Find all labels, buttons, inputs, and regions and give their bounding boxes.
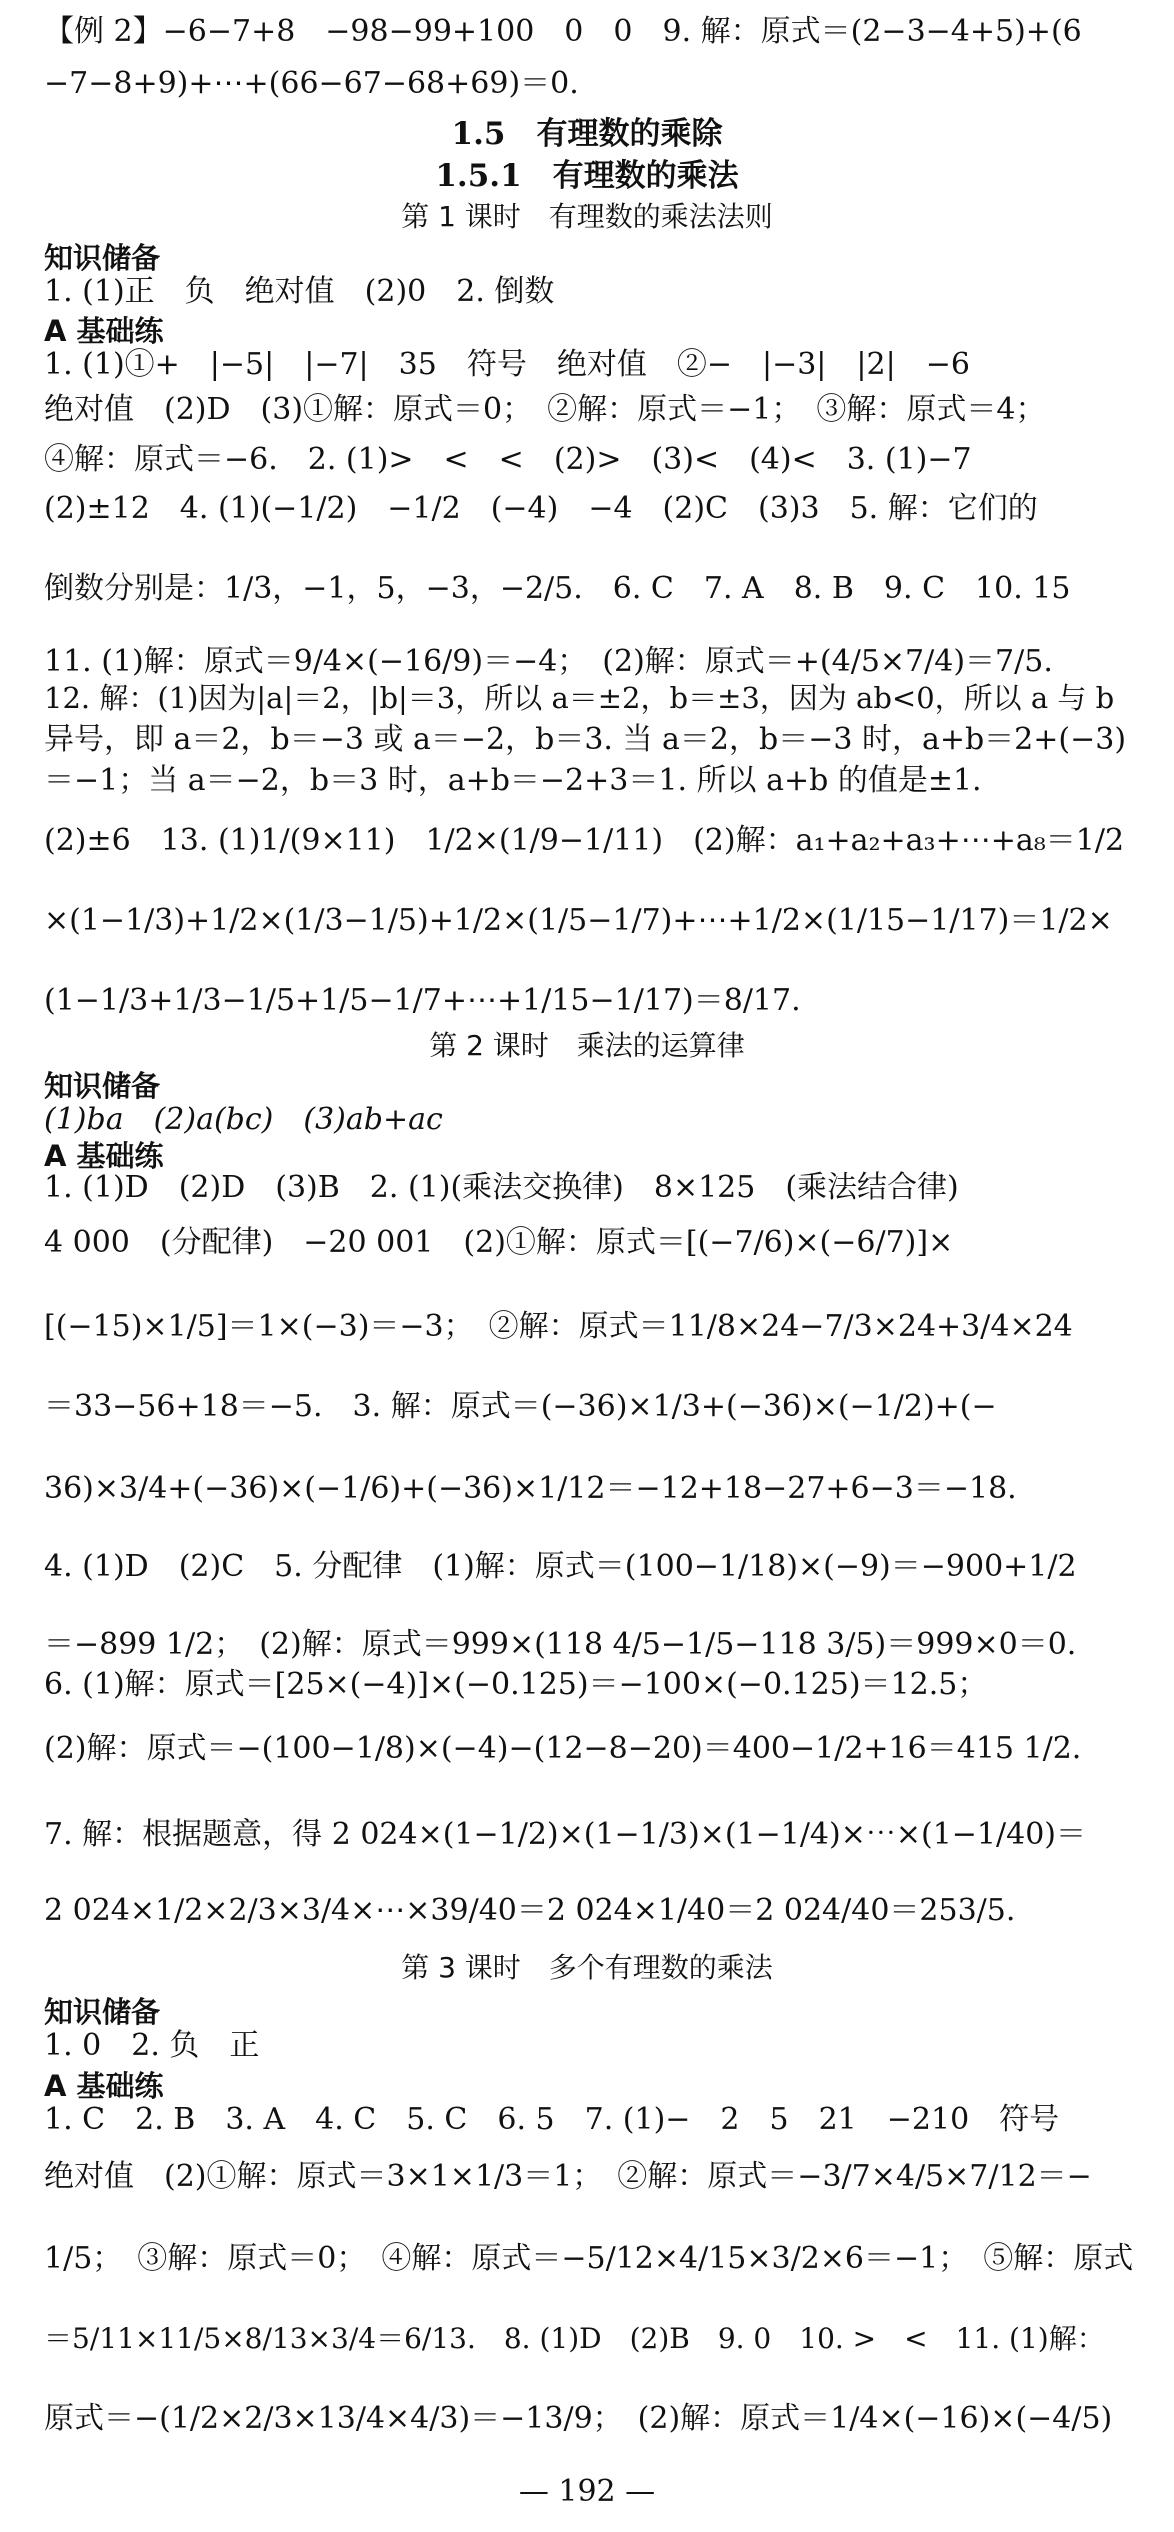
answer-line: 1. (1)正 负 绝对值 (2)0 2. 倒数 (44, 274, 555, 309)
page-number: — 192 — (518, 2474, 656, 2509)
answer-line: 11. (1)解：原式＝9/4×(−16/9)＝−4； (2)解：原式＝+(4/5×7/4)＝7/5. (44, 644, 1053, 679)
answer-line: 1. (1)D (2)D (3)B 2. (1)(乘法交换律) 8×125 (乘法结合律) (44, 1170, 959, 1205)
section-heading-1-5: 1.5 有理数的乘除 (451, 116, 723, 152)
label-knowledge-2: 知识储备 (44, 1069, 161, 1103)
answer-line: 6. (1)解：原式＝[25×(−4)]×(−0.125)＝−100×(−0.125)＝12.5； (44, 1667, 988, 1702)
answer-line: ＝5/11×11/5×8/13×3/4＝6/13. 8. (1)D (2)B 9. 0 10. > < 11. (1)解： (44, 2322, 1105, 2355)
label-basic-a-2: A 基础练 (44, 1139, 164, 1173)
section-heading-1-5-1: 1.5.1 有理数的乘法 (435, 158, 739, 194)
answer-line: ＝33−56+18＝−5. 3. 解：原式＝(−36)×1/3+(−36)×(−1/2)+(− (44, 1389, 997, 1424)
example-2-line-2: −7−8+9)+⋯+(66−67−68+69)＝0. (44, 66, 579, 101)
answer-line: 36)×3/4+(−36)×(−1/6)+(−36)×1/12＝−12+18−27+6−3＝−18. (44, 1471, 1017, 1506)
answer-line: 1/5； ③解：原式＝0； ④解：原式＝−5/12×4/15×3/2×6＝−1； ⑤解：原式 (44, 2241, 1134, 2276)
answer-line: 原式＝−(1/2×2/3×13/4×4/3)＝−13/9； (2)解：原式＝1/4×(−16)×(−4/5) (44, 2401, 1113, 2436)
answer-line: 4. (1)D (2)C 5. 分配律 (1)解：原式＝(100−1/18)×(−9)＝−900+1/2 (44, 1549, 1077, 1584)
example-2-line-1: 【例 2】−6−7+8 −98−99+100 0 0 9. 解：原式＝(2−3−4+5)+(6 (44, 14, 1082, 49)
answer-line: 2 024×1/2×2/3×3/4×⋯×39/40＝2 024×1/40＝2 024/40＝253/5. (44, 1893, 1016, 1928)
label-knowledge-1: 知识储备 (44, 241, 161, 275)
answer-line: 7. 解：根据题意，得 2 024×(1−1/2)×(1−1/3)×(1−1/4)×⋯×(1−1/40)＝ (44, 1817, 1087, 1852)
answer-line: 12. 解：(1)因为|a|＝2，|b|＝3，所以 a＝±2，b＝±3，因为 ab<0，所以 a 与 b (44, 681, 1115, 715)
lesson-heading-3: 第 3 课时 多个有理数的乘法 (401, 1951, 773, 1984)
answer-line: 4 000 (分配律) −20 001 (2)①解：原式＝[(−7/6)×(−6/7)]× (44, 1225, 954, 1260)
lesson-heading-2: 第 2 课时 乘法的运算律 (429, 1029, 745, 1062)
answer-line: (2)±6 13. (1)1/(9×11) 1/2×(1/9−1/11) (2)解：a₁+a₂+a₃+⋯+a₈＝1/2 (44, 823, 1125, 858)
label-knowledge-3: 知识储备 (44, 1995, 161, 2029)
answer-line: ＝−1；当 a＝−2，b＝3 时，a+b＝−2+3＝1. 所以 a+b 的值是±1. (44, 763, 982, 798)
answer-line: 绝对值 (2)D (3)①解：原式＝0； ②解：原式＝−1； ③解：原式＝4； (44, 392, 1046, 427)
answer-line: ＝−899 1/2； (2)解：原式＝999×(118 4/5−1/5−118 3/5)＝999×0＝0. (44, 1627, 1077, 1662)
lesson-heading-1: 第 1 课时 有理数的乘法法则 (401, 200, 773, 233)
answer-line: (1−1/3+1/3−1/5+1/5−1/7+⋯+1/15−1/17)＝8/17. (44, 983, 801, 1018)
label-basic-a-1: A 基础练 (44, 314, 164, 348)
answer-line: (1)ba (2)a(bc) (3)ab+ac (44, 1102, 443, 1137)
answer-line: 1. (1)①+ |−5| |−7| 35 符号 绝对值 ②− |−3| |2| −6 (44, 347, 970, 382)
answer-line: 1. 0 2. 负 正 (44, 2028, 260, 2063)
answer-line: 1. C 2. B 3. A 4. C 5. C 6. 5 7. (1)− 2 5 21 −210 符号 (44, 2102, 1060, 2137)
label-basic-a-3: A 基础练 (44, 2069, 164, 2103)
answer-line: [(−15)×1/5]＝1×(−3)＝−3； ②解：原式＝11/8×24−7/3×24+3/4×24 (44, 1309, 1073, 1344)
answer-line: (2)±12 4. (1)(−1/2) −1/2 (−4) −4 (2)C (3)3 5. 解：它们的 (44, 491, 1038, 526)
answer-line: 倒数分别是：1/3，−1，5，−3，−2/5. 6. C 7. A 8. B 9. C 10. 15 (44, 571, 1071, 606)
answer-line: ④解：原式＝−6. 2. (1)> < < (2)> (3)< (4)< 3. (1)−7 (44, 442, 972, 477)
answer-line: 绝对值 (2)①解：原式＝3×1×1/3＝1； ②解：原式＝−3/7×4/5×7/12＝− (44, 2159, 1092, 2194)
answer-line: 异号，即 a＝2，b＝−3 或 a＝−2，b＝3. 当 a＝2，b＝−3 时，a+b＝2+(−3) (44, 722, 1127, 757)
answer-line: ×(1−1/3)+1/2×(1/3−1/5)+1/2×(1/5−1/7)+⋯+1/2×(1/15−1/17)＝1/2× (44, 903, 1113, 938)
answer-line: (2)解：原式＝−(100−1/8)×(−4)−(12−8−20)＝400−1/2+16＝415 1/2. (44, 1731, 1082, 1766)
